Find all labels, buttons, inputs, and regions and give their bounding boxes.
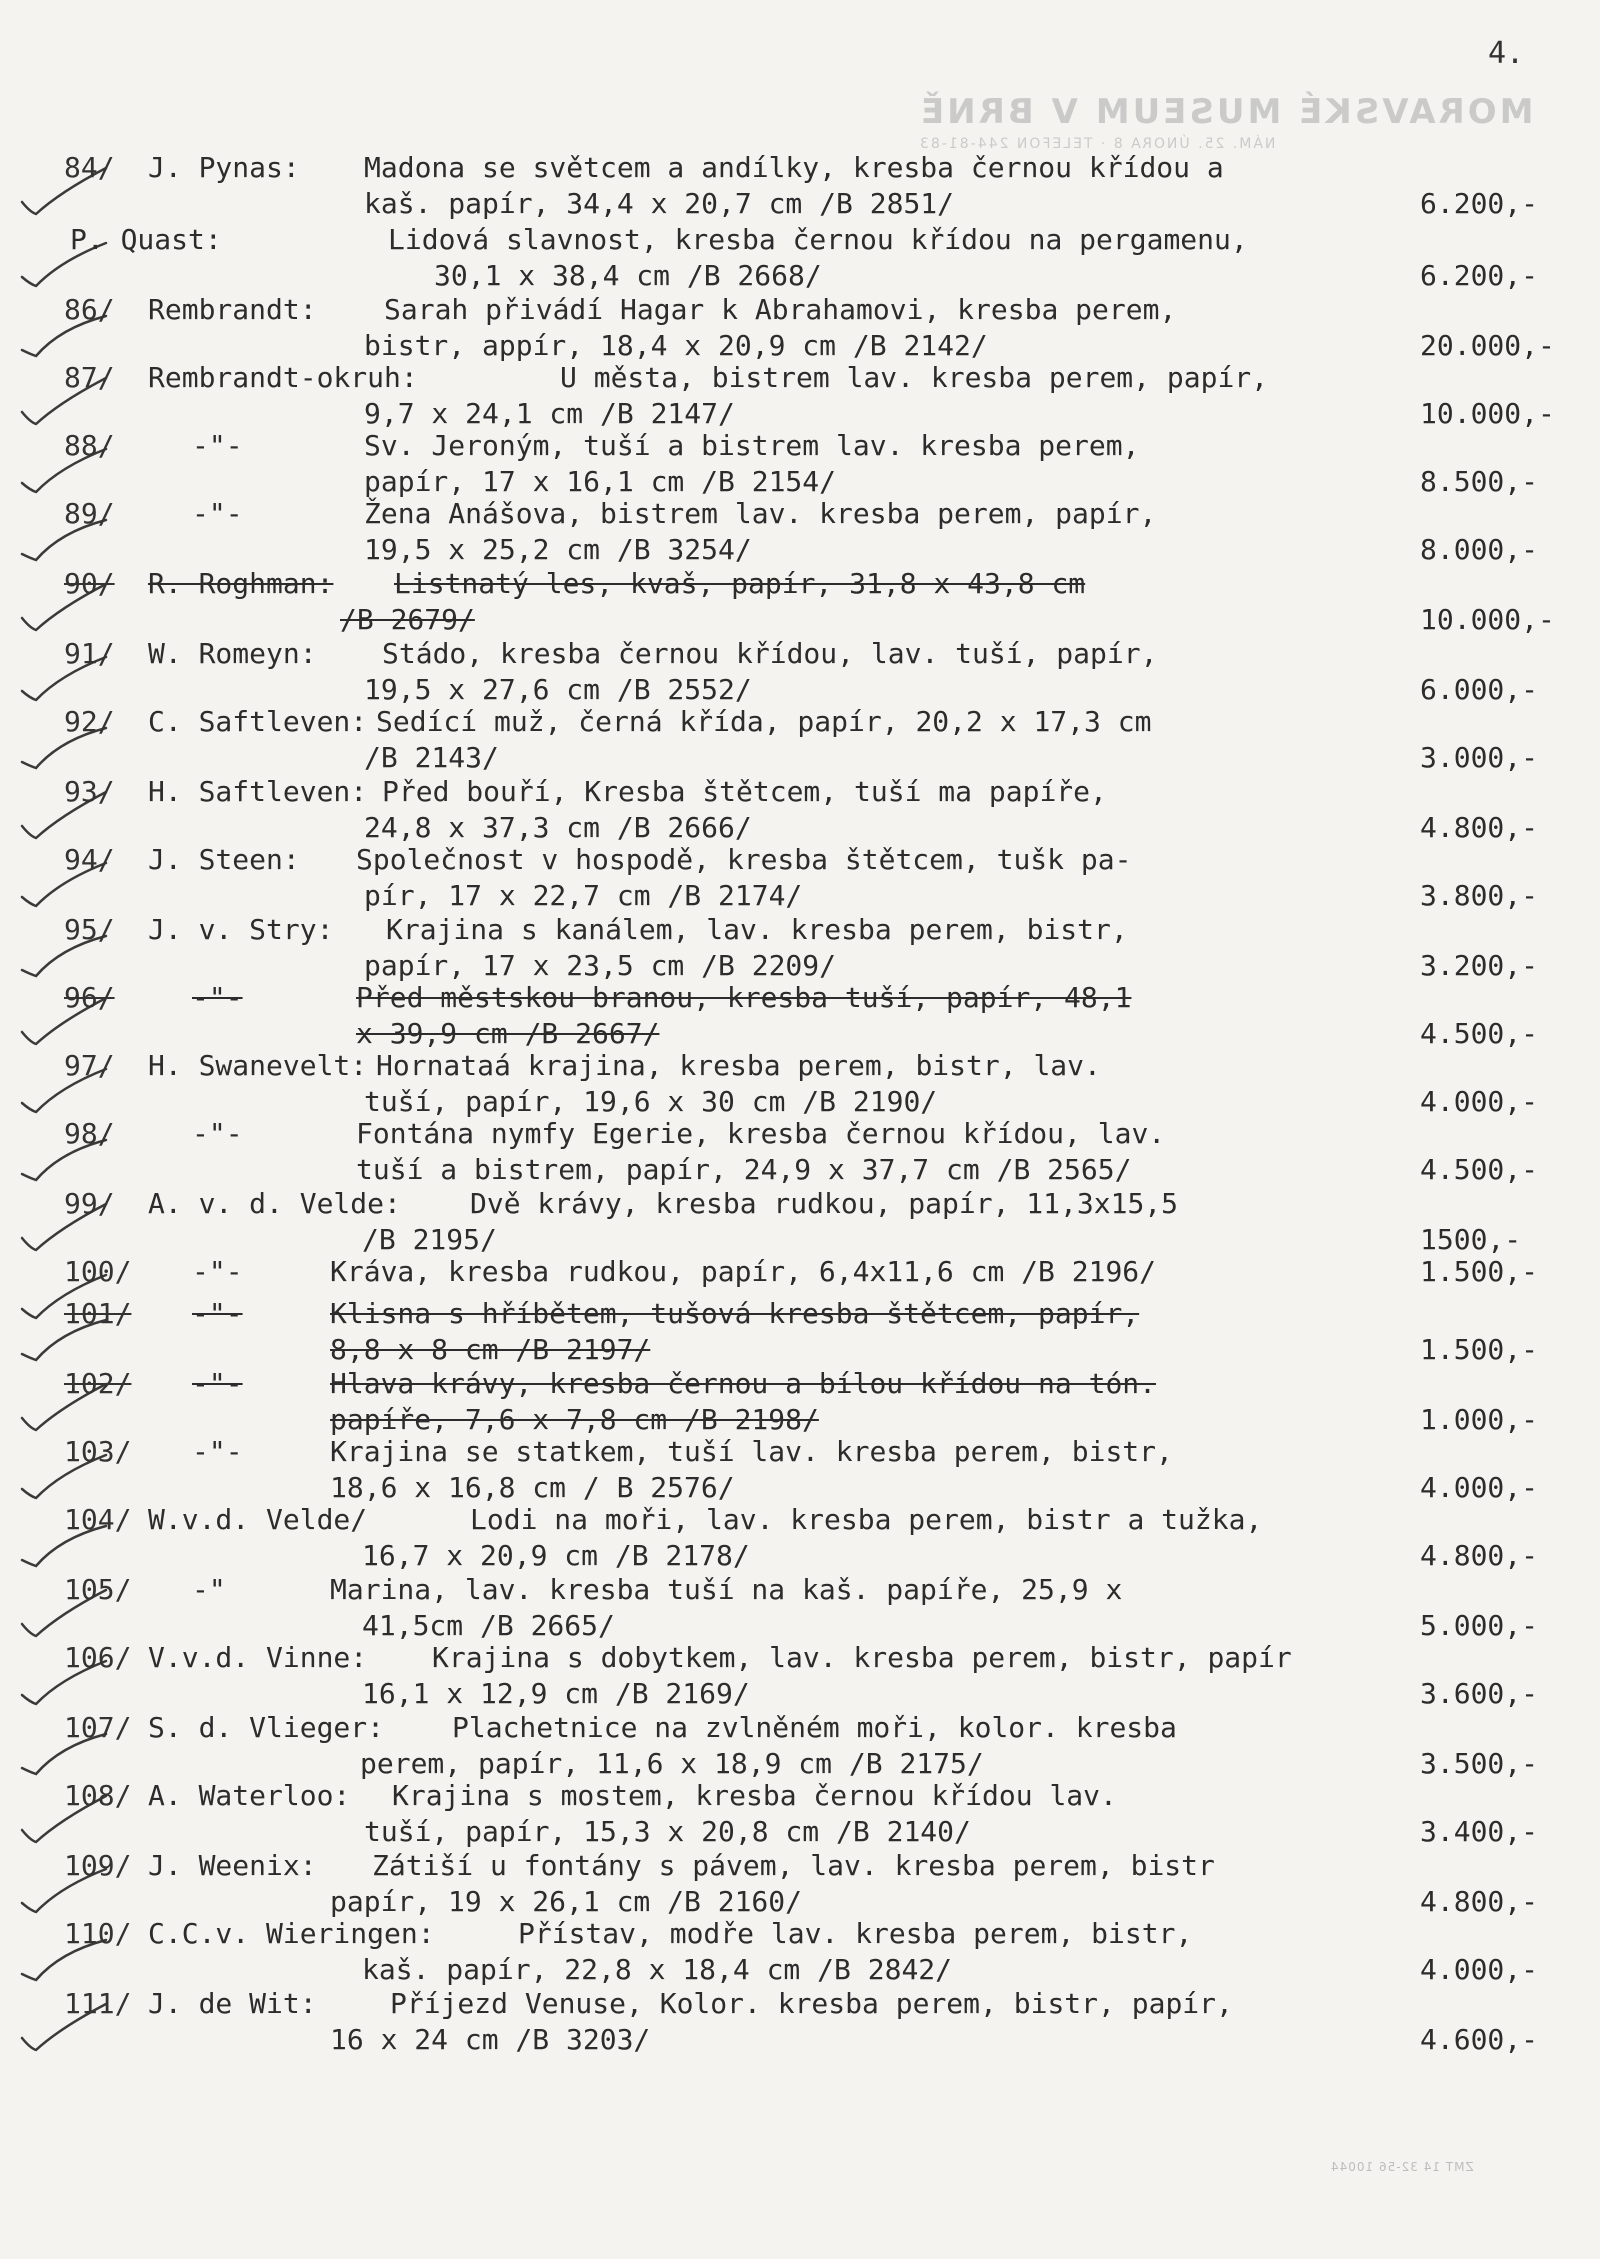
price-value: 5.000,-: [1420, 1609, 1539, 1642]
entry-number: 88/: [64, 429, 115, 462]
artist-name: Rembrandt:: [148, 293, 317, 326]
price-value: 6.200,-: [1420, 259, 1539, 292]
artist-name: C. Saftleven:: [148, 705, 368, 738]
price-value: 4.800,-: [1420, 1885, 1539, 1918]
entry-number: 107/: [64, 1711, 132, 1744]
artwork-details: tuší, papír, 19,6 x 30 cm /B 2190/: [364, 1085, 938, 1118]
artwork-details: 16 x 24 cm /B 3203/: [330, 2023, 651, 2056]
artwork-title: Plachetnice na zvlněném moři, kolor. kresba: [452, 1711, 1177, 1744]
artwork-title: Fontána nymfy Egerie, kresba černou křídou, lav.: [356, 1117, 1166, 1150]
catalog-entry: [0, 150, 1600, 222]
price-value: 8.500,-: [1420, 465, 1539, 498]
ditto-mark: -"-: [192, 1297, 243, 1330]
catalog-entry: [0, 636, 1600, 708]
artwork-details: perem, papír, 11,6 x 18,9 cm /B 2175/: [360, 1747, 984, 1780]
entry-number: 94/: [64, 843, 115, 876]
ditto-mark: -": [192, 1573, 226, 1606]
artwork-details: 18,6 x 16,8 cm / B 2576/: [330, 1471, 735, 1504]
artwork-details: 16,1 x 12,9 cm /B 2169/: [362, 1677, 750, 1710]
artwork-details: tuší, papír, 15,3 x 20,8 cm /B 2140/: [364, 1815, 971, 1848]
price-value: 6.200,-: [1420, 187, 1539, 220]
entry-number: 89/: [64, 497, 115, 530]
catalog-entry: [0, 496, 1600, 568]
artwork-details: 24,8 x 37,3 cm /B 2666/: [364, 811, 752, 844]
stamp-line-1: MORAVSKÉ MUSEUM V BRNĚ: [918, 92, 1534, 132]
stamp-line-2: NÁM. 25. ÚNORA 8 · TELEFON 244-81-83: [918, 136, 1276, 152]
price-value: 1.000,-: [1420, 1403, 1539, 1436]
artist-name: R. Roghman:: [148, 567, 334, 600]
catalog-entry: [0, 1296, 1600, 1368]
catalog-entry: [0, 1986, 1600, 2058]
artwork-details: /B 2195/: [362, 1223, 497, 1256]
entry-number: 93/: [64, 775, 115, 808]
artwork-details: 16,7 x 20,9 cm /B 2178/: [362, 1539, 750, 1572]
catalog-entry: [0, 842, 1600, 914]
artist-name: J. Steen:: [148, 843, 300, 876]
artist-name: J. Pynas:: [148, 151, 300, 184]
artist-name: H. Saftleven:: [148, 775, 368, 808]
artwork-title: Před městskou branou, kresba tuší, papír, 48,1: [356, 981, 1132, 1014]
price-value: 4.000,-: [1420, 1953, 1539, 1986]
artist-name: Rembrandt-okruh:: [148, 361, 418, 394]
price-value: 4.800,-: [1420, 811, 1539, 844]
artwork-title: Hornataá krajina, kresba perem, bistr, lav.: [376, 1049, 1101, 1082]
entry-number: 111/: [64, 1987, 132, 2020]
entry-number: 101/: [64, 1297, 132, 1330]
entry-number: 90/: [64, 567, 115, 600]
entry-number: 99/: [64, 1187, 115, 1220]
price-value: 8.000,-: [1420, 533, 1539, 566]
entry-number: 92/: [64, 705, 115, 738]
artwork-details: tuší a bistrem, papír, 24,9 x 37,7 cm /B 2565/: [356, 1153, 1132, 1186]
entry-number: 97/: [64, 1049, 115, 1082]
catalog-entry: [0, 566, 1600, 638]
artwork-details: papír, 17 x 16,1 cm /B 2154/: [364, 465, 837, 498]
entry-number: 108/: [64, 1779, 132, 1812]
entry-number: 84/: [64, 151, 115, 184]
catalog-entry: [0, 1640, 1600, 1712]
catalog-entry: [0, 704, 1600, 776]
artwork-details: 19,5 x 27,6 cm /B 2552/: [364, 673, 752, 706]
artist-name: J. v. Stry:: [148, 913, 334, 946]
artwork-title: Krajina s dobytkem, lav. kresba perem, bistr, papír: [432, 1641, 1292, 1674]
artwork-title: Zátiší u fontány s pávem, lav. kresba perem, bistr: [372, 1849, 1215, 1882]
artist-name: J. de Wit:: [148, 1987, 317, 2020]
artwork-title: Lidová slavnost, kresba černou křídou na pergamenu,: [388, 223, 1248, 256]
catalog-entry: [0, 360, 1600, 432]
artwork-title: Přístav, modře lav. kresba perem, bistr,: [518, 1917, 1193, 1950]
artwork-title: Před bouří, Kresba štětcem, tuší ma papíře,: [382, 775, 1107, 808]
artwork-title: Stádo, kresba černou křídou, lav. tuší, papír,: [382, 637, 1158, 670]
artwork-title: Krajina se statkem, tuší lav. kresba perem, bistr,: [330, 1435, 1173, 1468]
artwork-title: Listnatý les, kvaš, papír, 31,8 x 43,8 cm: [394, 567, 1086, 600]
price-value: 4.500,-: [1420, 1017, 1539, 1050]
artwork-title: Dvě krávy, kresba rudkou, papír, 11,3x15,5: [470, 1187, 1179, 1220]
artist-name: W. Romeyn:: [148, 637, 317, 670]
artwork-title: Klisna s hříbětem, tušová kresba štětcem, papír,: [330, 1297, 1140, 1330]
catalog-entry: [0, 292, 1600, 364]
entry-number: 87/: [64, 361, 115, 394]
artwork-title: Lodi na moři, lav. kresba perem, bistr a tužka,: [470, 1503, 1263, 1536]
catalog-entry: [0, 1048, 1600, 1120]
price-value: 3.500,-: [1420, 1747, 1539, 1780]
entry-number: 86/: [64, 293, 115, 326]
artwork-title: Marina, lav. kresba tuší na kaš. papíře, 25,9 x: [330, 1573, 1123, 1606]
artist-name: A. Waterloo:: [148, 1779, 351, 1812]
artist-name: S. d. Vlieger:: [148, 1711, 385, 1744]
entry-number: 106/: [64, 1641, 132, 1674]
entry-number: 103/: [64, 1435, 132, 1468]
catalog-entry: [0, 912, 1600, 984]
artwork-details: papíře, 7,6 x 7,8 cm /B 2198/: [330, 1403, 819, 1436]
artist-name: H. Swanevelt:: [148, 1049, 368, 1082]
price-value: 3.600,-: [1420, 1677, 1539, 1710]
entry-number: 110/: [64, 1917, 132, 1950]
artwork-title: U města, bistrem lav. kresba perem, papír,: [560, 361, 1269, 394]
price-value: 4.000,-: [1420, 1471, 1539, 1504]
entry-number: 96/: [64, 981, 115, 1014]
artwork-details: /B 2143/: [364, 741, 499, 774]
artwork-details: papír, 19 x 26,1 cm /B 2160/: [330, 1885, 803, 1918]
footer-mark: ZMT 14 32-56 10044: [1330, 2160, 1474, 2174]
price-value: 3.000,-: [1420, 741, 1539, 774]
price-value: 10.000,-: [1420, 397, 1555, 430]
catalog-entry: [0, 1366, 1600, 1438]
page-number: 4.: [1488, 36, 1525, 71]
artwork-title: Madona se světcem a andílky, kresba černou křídou a: [364, 151, 1224, 184]
artwork-details: kaš. papír, 34,4 x 20,7 cm /B 2851/: [364, 187, 955, 220]
price-value: 6.000,-: [1420, 673, 1539, 706]
artist-name: A. v. d. Velde:: [148, 1187, 401, 1220]
entry-number: 102/: [64, 1367, 132, 1400]
ditto-mark: -"-: [192, 429, 243, 462]
catalog-entry: [0, 980, 1600, 1052]
artwork-details: 30,1 x 38,4 cm /B 2668/: [434, 259, 822, 292]
artist-name: W.v.d. Velde/: [148, 1503, 368, 1536]
price-value: 4.500,-: [1420, 1153, 1539, 1186]
ditto-mark: -"-: [192, 1117, 243, 1150]
price-value: 1500,-: [1420, 1223, 1522, 1256]
price-value: 4.600,-: [1420, 2023, 1539, 2056]
catalog-entry: [0, 1710, 1600, 1782]
catalog-entry: [0, 1572, 1600, 1644]
price-value: 1.500,-: [1420, 1255, 1539, 1288]
artwork-title: Společnost v hospodě, kresba štětcem, tušk pa-: [356, 843, 1132, 876]
artwork-details: 41,5cm /B 2665/: [362, 1609, 615, 1642]
artwork-title: Sarah přivádí Hagar k Abrahamovi, kresba perem,: [384, 293, 1177, 326]
price-value: 4.800,-: [1420, 1539, 1539, 1572]
artist-name: J. Weenix:: [148, 1849, 317, 1882]
price-value: 20.000,-: [1420, 329, 1555, 362]
ditto-mark: -"-: [192, 1367, 243, 1400]
ditto-mark: -"-: [192, 1255, 243, 1288]
price-value: 1.500,-: [1420, 1333, 1539, 1366]
artwork-title: Sedící muž, černá křída, papír, 20,2 x 17,3 cm: [376, 705, 1152, 738]
entry-number: 95/: [64, 913, 115, 946]
artwork-details: kaš. papír, 22,8 x 18,4 cm /B 2842/: [362, 1953, 953, 1986]
entry-number: 109/: [64, 1849, 132, 1882]
artwork-title: Hlava krávy, kresba černou a bílou křídou na tón.: [330, 1367, 1157, 1400]
ditto-mark: -"-: [192, 1435, 243, 1468]
artwork-title: Krajina s kanálem, lav. kresba perem, bistr,: [386, 913, 1128, 946]
catalog-entry: [0, 428, 1600, 500]
artist-name: V.v.d. Vinne:: [148, 1641, 368, 1674]
entry-number: 100/: [64, 1255, 132, 1288]
catalog-entry: [0, 1502, 1600, 1574]
artwork-details: 9,7 x 24,1 cm /B 2147/: [364, 397, 735, 430]
artwork-details: 19,5 x 25,2 cm /B 3254/: [364, 533, 752, 566]
catalog-entry: [0, 1116, 1600, 1188]
entry-number: 105/: [64, 1573, 132, 1606]
catalog-entry: [0, 1848, 1600, 1920]
price-value: 3.800,-: [1420, 879, 1539, 912]
artwork-details: x 39,9 cm /B 2667/: [356, 1017, 660, 1050]
artwork-title: Příjezd Venuse, Kolor. kresba perem, bistr, papír,: [390, 1987, 1233, 2020]
catalog-entry: [0, 1916, 1600, 1988]
price-value: 3.400,-: [1420, 1815, 1539, 1848]
catalog-entry: [0, 222, 1600, 294]
entry-number: 104/: [64, 1503, 132, 1536]
artist-name: C.C.v. Wieringen:: [148, 1917, 435, 1950]
catalog-entry: [0, 1778, 1600, 1850]
artwork-title: Sv. Jeroným, tuší a bistrem lav. kresba perem,: [364, 429, 1140, 462]
entry-number: 91/: [64, 637, 115, 670]
price-value: 4.000,-: [1420, 1085, 1539, 1118]
entry-number: 98/: [64, 1117, 115, 1150]
artwork-details: papír, 17 x 23,5 cm /B 2209/: [364, 949, 837, 982]
catalog-entry: [0, 1434, 1600, 1506]
catalog-entry: [0, 1186, 1600, 1258]
artwork-details: /B 2679/: [340, 603, 475, 636]
ditto-mark: -"-: [192, 497, 243, 530]
ditto-mark: -"-: [192, 981, 243, 1014]
artwork-title: Krajina s mostem, kresba černou křídou lav.: [392, 1779, 1117, 1812]
artwork-details: bistr, appír, 18,4 x 20,9 cm /B 2142/: [364, 329, 988, 362]
price-value: 3.200,-: [1420, 949, 1539, 982]
artwork-details: pír, 17 x 22,7 cm /B 2174/: [364, 879, 803, 912]
catalog-entry: [0, 774, 1600, 846]
artist-name: P. Quast:: [70, 223, 222, 256]
artwork-title: Kráva, kresba rudkou, papír, 6,4x11,6 cm /B 2196/: [330, 1255, 1157, 1288]
artwork-details: 8,8 x 8 cm /B 2197/: [330, 1333, 651, 1366]
artwork-title: Žena Anášova, bistrem lav. kresba perem, papír,: [364, 497, 1157, 530]
price-value: 10.000,-: [1420, 603, 1555, 636]
